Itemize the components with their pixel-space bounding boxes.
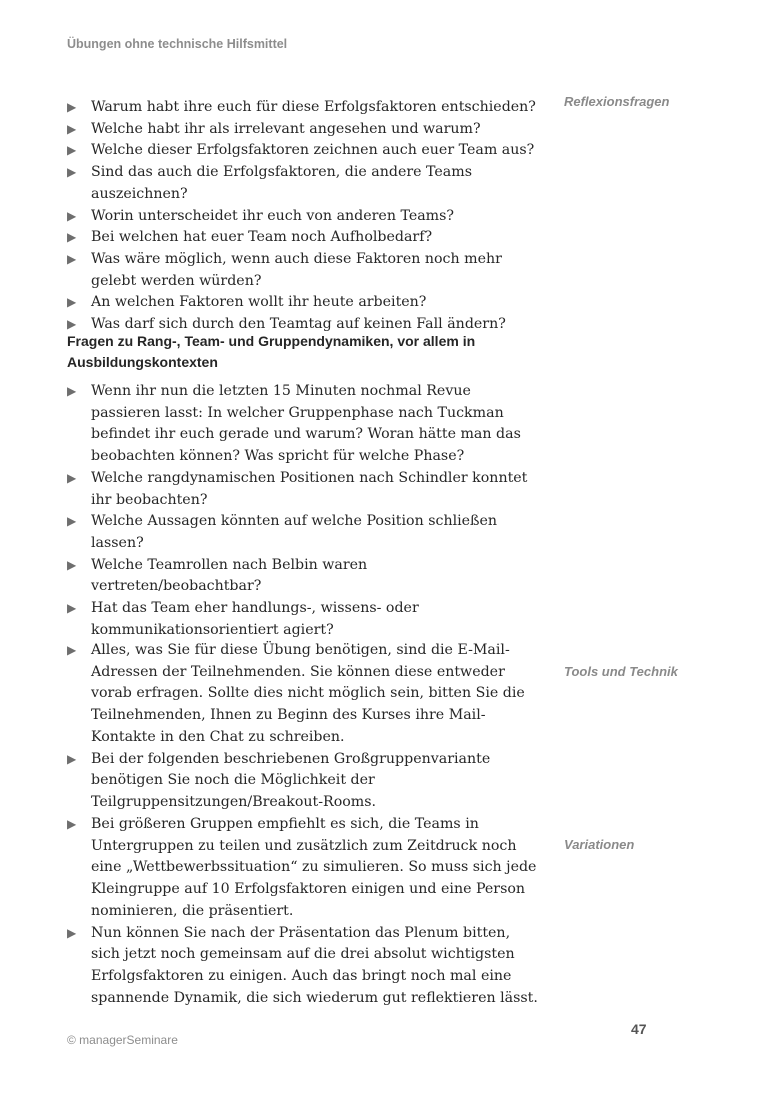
list-item-text: Was wäre möglich, wenn auch diese Faktoren noch mehr gelebt werden würden? — [91, 250, 502, 289]
triangle-right-icon: ▶ — [67, 384, 77, 398]
list-item-text: Worin unterscheidet ihr euch von anderen Teams? — [91, 207, 455, 224]
list-item-text: Warum habt ihre euch für diese Erfolgsfaktoren entschieden? — [91, 99, 536, 115]
variationen-section — [67, 814, 542, 1009]
list-item — [67, 640, 542, 749]
triangle-right-icon: ▶ — [67, 230, 77, 245]
section-heading-dynamik: Fragen zu Rang-, Team- und Gruppendynamiken, vor allem in Ausbildungskontexten — [67, 333, 476, 370]
list-item-text: Was darf sich durch den Teamtag auf keinen Fall ändern? — [91, 316, 506, 333]
triangle-right-icon: ▶ — [67, 643, 77, 657]
list-item — [67, 468, 542, 511]
margin-label-reflexion: Reflexionsfragen — [564, 94, 670, 109]
dynamik-section — [67, 381, 542, 641]
reflexion-section — [67, 97, 542, 336]
triangle-right-icon: ▶ — [67, 143, 77, 158]
list-item-text: An welchen Faktoren wollt ihr heute arbeiten? — [91, 294, 427, 311]
list-item — [67, 598, 542, 641]
triangle-right-icon: ▶ — [67, 208, 77, 223]
page-number: 47 — [631, 1021, 647, 1037]
list-item-text: Nun können Sie nach der Präsentation das Plenum bitten, sich jetzt noch gemeinsam auf die drei absolut wichtigsten Erfolgsfaktoren zu einigen. Auch das bringt noch mal eine spannende Dynamik, die sich wiederum gut reflektieren lässt. — [91, 924, 538, 1006]
list-item — [67, 381, 542, 468]
list-item-text: Wenn ihr nun die letzten 15 Minuten nochmal Revue passieren lasst: In welcher Gruppenphase nach Tuckman befindet ihr euch gerade und warum? Woran hätte man das beobachten können? Was spricht für welche Phase? — [91, 383, 521, 465]
triangle-right-icon: ▶ — [67, 751, 77, 766]
list-item-text: Alles, was Sie für diese Übung benötigen, sind die E-Mail-Adressen der Teilnehmenden. Sie können diese entweder vorab erfragen. Sollte dies nicht möglich sein, bitten Sie die Teilnehmenden, Ihnen zu Beginn des Kurses ihre Mail-Kontakte in den Chat zu schreiben. — [91, 642, 525, 745]
list-item — [67, 749, 542, 814]
list-item-text: Welche dieser Erfolgsfaktoren zeichnen auch euer Team aus? — [91, 142, 535, 159]
triangle-right-icon: ▶ — [67, 925, 77, 940]
list-item — [67, 97, 542, 119]
list-item-text: Hat das Team eher handlungs-, wissens- oder kommunikationsorientiert agiert? — [91, 600, 419, 638]
tools-section — [67, 640, 542, 814]
triangle-right-icon: ▶ — [67, 557, 77, 572]
footer-copyright: © managerSeminare — [67, 1033, 178, 1047]
triangle-right-icon: ▶ — [67, 817, 77, 831]
list-item-text: Welche Teamrollen nach Belbin waren vertreten/beobachtbar? — [91, 556, 368, 595]
list-item — [67, 923, 542, 1010]
dynamik-list — [67, 381, 542, 641]
margin-label-tools: Tools und Technik — [564, 664, 678, 679]
tools-list — [67, 640, 542, 814]
list-item — [67, 814, 542, 923]
triangle-right-icon: ▶ — [67, 165, 77, 180]
triangle-right-icon: ▶ — [67, 121, 77, 136]
variationen-list — [67, 814, 542, 1009]
list-item-text: Sind das auch die Erfolgsfaktoren, die andere Teams auszeichnen? — [91, 164, 472, 202]
list-item-text: Welche rangdynamischen Positionen nach Schindler konntet ihr beobachten? — [91, 469, 528, 508]
triangle-right-icon: ▶ — [67, 251, 77, 266]
list-item — [67, 555, 542, 598]
triangle-right-icon: ▶ — [67, 470, 77, 485]
list-item — [67, 140, 542, 162]
triangle-right-icon: ▶ — [67, 317, 77, 332]
list-item — [67, 162, 542, 205]
margin-label-variationen: Variationen — [564, 837, 635, 852]
triangle-right-icon: ▶ — [67, 601, 77, 616]
list-item — [67, 511, 542, 554]
list-item-text: Bei größeren Gruppen empfiehlt es sich, die Teams in Untergruppen zu teilen und zusätzlich zum Zeitdruck noch eine „Wettbewerbssituation“ zu simulieren. So muss sich jede Kleingruppe auf 10 Erfolgsfaktoren einigen und eine Person nominieren, die präsentiert. — [91, 816, 537, 919]
list-item — [67, 206, 542, 228]
triangle-right-icon: ▶ — [67, 100, 77, 114]
triangle-right-icon: ▶ — [67, 295, 77, 310]
list-item-text: Bei der folgenden beschriebenen Großgruppenvariante benötigen Sie noch die Möglichkeit der Teilgruppensitzungen/Breakout-Rooms. — [91, 750, 491, 810]
running-head: Übungen ohne technische Hilfsmittel — [67, 37, 288, 51]
list-item-text: Welche Aussagen könnten auf welche Position schließen lassen? — [91, 513, 498, 551]
list-item — [67, 249, 542, 292]
list-item-text: Welche habt ihr als irrelevant angesehen und warum? — [91, 120, 481, 137]
reflexion-list — [67, 97, 542, 336]
triangle-right-icon: ▶ — [67, 514, 77, 529]
list-item — [67, 227, 542, 249]
list-item — [67, 292, 542, 314]
list-item — [67, 119, 542, 141]
list-item-text: Bei welchen hat euer Team noch Aufholbedarf? — [91, 229, 433, 246]
